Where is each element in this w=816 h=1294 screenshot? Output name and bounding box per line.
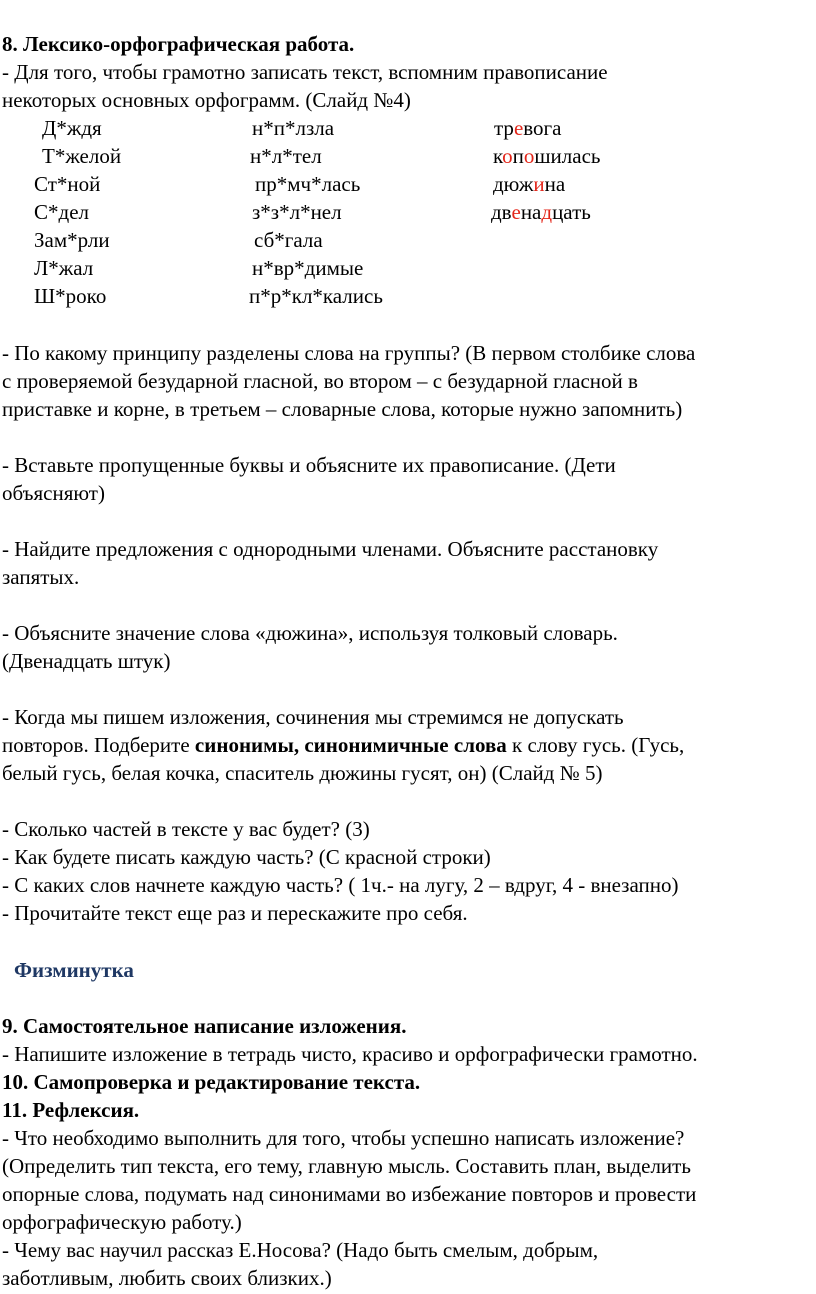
question-text: - Когда мы пишем изложения, сочинения мы стремимся не допускать bbox=[2, 705, 624, 729]
question-text: - С каких слов начнете каждую часть? ( 1ч.- на лугу, 2 – вдруг, 4 - внезапно) bbox=[2, 873, 679, 897]
question-text: с проверяемой безударной гласной, во втором – с безударной гласной в bbox=[2, 369, 638, 393]
question-text: - Найдите предложения с однородными членами. Объясните расстановку bbox=[2, 537, 659, 561]
question-text: - Прочитайте текст еще раз и перескажите про себя. bbox=[2, 901, 468, 925]
word-col2-item: п*р*кл*кались bbox=[249, 284, 383, 308]
word-col2-item: н*л*тел bbox=[250, 144, 322, 168]
word-col3-item: двенадцать bbox=[491, 200, 591, 224]
word-col3-item: дюжина bbox=[493, 172, 566, 196]
section8-heading: 8. Лексико-орфографическая работа. bbox=[2, 32, 355, 56]
section11-text: - Чему вас научил рассказ Е.Носова? (Надо быть смелым, добрым, bbox=[2, 1238, 599, 1262]
section8-intro-line2: некоторых основных орфограмм. (Слайд №4) bbox=[2, 88, 411, 112]
section11-text: (Определить тип текста, его тему, главную мысль. Составить план, выделить bbox=[2, 1154, 691, 1178]
question-text: объясняют) bbox=[2, 481, 105, 505]
question-text: - Объясните значение слова «дюжина», используя толковый словарь. bbox=[2, 621, 618, 645]
word-col1-item: С*дел bbox=[34, 200, 89, 224]
section11-text: - Что необходимо выполнить для того, чтобы успешно написать изложение? bbox=[2, 1126, 685, 1150]
word-col1-item: Д*ждя bbox=[42, 116, 102, 140]
question-text: - По какому принципу разделены слова на группы? (В первом столбике слова bbox=[2, 341, 696, 365]
question-text: приставке и корне, в третьем – словарные слова, которые нужно запомнить) bbox=[2, 397, 683, 421]
question-text: запятых. bbox=[2, 565, 80, 589]
word-col2-item: н*вр*димые bbox=[252, 256, 364, 280]
word-col3-item: копошилась bbox=[493, 144, 601, 168]
question-text: повторов. Подберите синонимы, синонимичные слова к слову гусь. (Гусь, bbox=[2, 733, 685, 757]
section11-text: орфографическую работу.) bbox=[2, 1210, 242, 1234]
word-col1-item: Т*желой bbox=[42, 144, 122, 168]
section9-text: - Напишите изложение в тетрадь чисто, красиво и орфографически грамотно. bbox=[2, 1042, 698, 1066]
word-col1-item: Л*жал bbox=[34, 256, 94, 280]
section8-intro-line1: - Для того, чтобы грамотно записать текст, вспомним правописание bbox=[2, 60, 608, 84]
question-text: - Как будете писать каждую часть? (С красной строки) bbox=[2, 845, 491, 869]
question-text: - Вставьте пропущенные буквы и объясните их правописание. (Дети bbox=[2, 453, 616, 477]
fizminutka-heading: Физминутка bbox=[14, 958, 134, 982]
word-col1-item: Ш*роко bbox=[34, 284, 107, 308]
section9-heading: 9. Самостоятельное написание изложения. bbox=[2, 1014, 407, 1038]
word-col2-item: пр*мч*лась bbox=[255, 172, 361, 196]
word-col3-item: тревога bbox=[494, 116, 562, 140]
question-text: белый гусь, белая кочка, спаситель дюжины гусят, он) (Слайд № 5) bbox=[2, 761, 603, 785]
section10-heading: 10. Самопроверка и редактирование текста. bbox=[2, 1070, 421, 1094]
word-col1-item: Зам*рли bbox=[34, 228, 110, 252]
word-col2-item: сб*гала bbox=[254, 228, 323, 252]
synonyms-emphasis: синонимы, синонимичные слова bbox=[194, 733, 507, 757]
word-col2-item: з*з*л*нел bbox=[252, 200, 342, 224]
section11-heading: 11. Рефлексия. bbox=[2, 1098, 140, 1122]
word-col2-item: н*п*лзла bbox=[252, 116, 335, 140]
section11-text: опорные слова, подумать над синонимами во избежание повторов и провести bbox=[2, 1182, 697, 1206]
word-col1-item: Ст*ной bbox=[34, 172, 101, 196]
question-text: (Двенадцать штук) bbox=[2, 649, 171, 673]
question-text: - Сколько частей в тексте у вас будет? (3) bbox=[2, 817, 370, 841]
section11-text: заботливым, любить своих близких.) bbox=[2, 1266, 332, 1290]
